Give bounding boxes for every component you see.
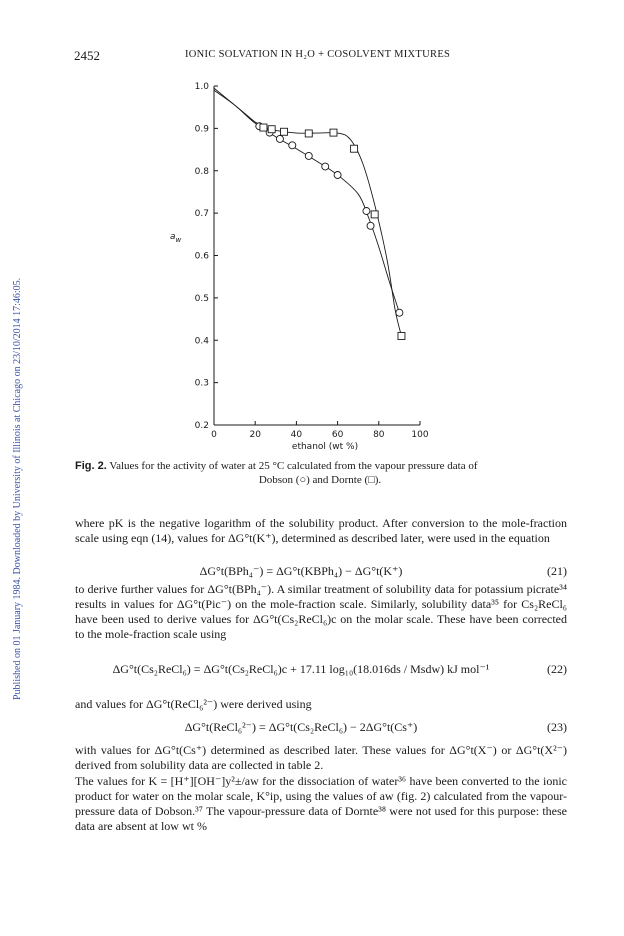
y-tick-label: 0.9 — [194, 124, 209, 135]
data-point-square — [305, 130, 312, 137]
data-point-circle — [363, 208, 370, 215]
x-tick-label: 0 — [211, 430, 217, 440]
data-point-circle — [367, 222, 374, 229]
equation-22-expression: ΔG°t(Cs₂ReCl₆) = ΔG°t(Cs₂ReCl₆)c + 17.11 log₁₀(18.016ds / Msdw) kJ mol⁻¹ — [112, 662, 490, 676]
data-point-square — [371, 211, 378, 218]
caption-line-2: Dobson (○) and Dornte (□). — [258, 474, 382, 486]
data-point-circle — [322, 163, 329, 170]
figure-label: Fig. 2. — [75, 460, 107, 472]
y-tick-label: 0.8 — [194, 166, 209, 177]
chart-markers — [256, 123, 405, 340]
caption-line-1: Values for the activity of water at 25 °C calculated from the vapour pressure data of — [109, 460, 478, 472]
x-tick-label: 60 — [331, 430, 344, 440]
y-tick-label: 0.5 — [194, 293, 209, 304]
data-point-circle — [289, 142, 296, 149]
equation-21-number: (21) — [547, 564, 567, 578]
data-point-circle — [305, 152, 312, 159]
data-point-square — [330, 129, 337, 136]
page-number: 2452 — [74, 48, 100, 63]
download-watermark: Published on 01 January 1984. Downloaded by University of Illinois at Chicago on 23/10/2014 17:46:05. — [12, 277, 23, 700]
data-point-square — [268, 126, 275, 133]
data-point-square — [351, 145, 358, 152]
paragraph-5: The values for K = [H⁺][OH⁻]y²±/aw for the dissociation of water³⁶ have been converted to the ionic product for water on the molar scale, K°ip, using the values of aw (fig. 2) calculated from the vapour-pressure data of Dobson.³⁷ The vapour-pressure data of Dornte³⁸ were not used for this purpose: these data are absent at low wt % — [75, 774, 567, 833]
paragraph-2: to derive further values for ΔG°t(BPh₄⁻). A similar treatment of solubility data for potassium picrate³⁴ results in values for ΔG°t(Pic⁻) on the mole-fraction scale. Similarly, solubility data³⁵ for Cs₂ReCl₆ have been used to derive values for ΔG°t(Cs₂ReCl₆)c on the molar scale. These have been corrected to the mole-fraction scale using — [75, 582, 567, 641]
data-point-square — [260, 124, 267, 131]
equation-21-expression: ΔG°t(BPh₄⁻) = ΔG°t(KBPh₄) − ΔG°t(K⁺) — [199, 564, 403, 578]
y-tick-label: 1.0 — [194, 82, 209, 92]
y-tick-label: 0.6 — [194, 251, 209, 262]
paragraph-3: and values for ΔG°t(ReCl₆²⁻) were derived using — [75, 697, 312, 711]
equation-23 — [75, 720, 567, 735]
paragraph-4: with values for ΔG°t(Cs⁺) determined as described later. These values for ΔG°t(X⁻) or ΔG°t(X²⁻) derived from solubility data are collected in table 2. — [75, 743, 567, 772]
x-tick-label: 40 — [290, 430, 303, 440]
fitted-curve — [214, 90, 399, 312]
data-point-square — [281, 128, 288, 135]
equation-22 — [75, 662, 567, 677]
equation-23-number: (23) — [547, 720, 567, 734]
equation-22-number: (22) — [547, 662, 567, 676]
x-tick-label: 20 — [249, 430, 261, 440]
activity-chart — [0, 0, 624, 460]
x-axis-label: ethanol (wt %) — [291, 442, 359, 452]
paragraph-1: where pK is the negative logarithm of the solubility product. After conversion to the mole-fraction scale using eqn (14), values for ΔG°t(K⁺), determined as described later, were used in the equation — [75, 516, 567, 545]
y-tick-label: 0.3 — [194, 378, 209, 389]
y-tick-label: 0.2 — [194, 421, 209, 431]
x-tick-label: 80 — [373, 430, 385, 440]
data-point-square — [398, 333, 405, 340]
figure-caption — [75, 459, 565, 487]
data-point-circle — [334, 171, 341, 178]
x-tick-label: 100 — [411, 430, 429, 440]
y-tick-label: 0.4 — [194, 336, 209, 347]
equation-23-expression: ΔG°t(ReCl₆²⁻) = ΔG°t(Cs₂ReCl₆) − 2ΔG°t(Cs⁺) — [184, 720, 418, 734]
data-point-circle — [276, 135, 283, 142]
equation-21 — [75, 564, 567, 579]
data-point-circle — [396, 309, 403, 316]
running-head: IONIC SOLVATION IN H₂O + COSOLVENT MIXTURES — [185, 49, 451, 60]
y-tick-label: 0.7 — [194, 209, 209, 220]
chart-axes — [214, 86, 420, 425]
y-axis-label: $a_w$ — [170, 232, 182, 244]
